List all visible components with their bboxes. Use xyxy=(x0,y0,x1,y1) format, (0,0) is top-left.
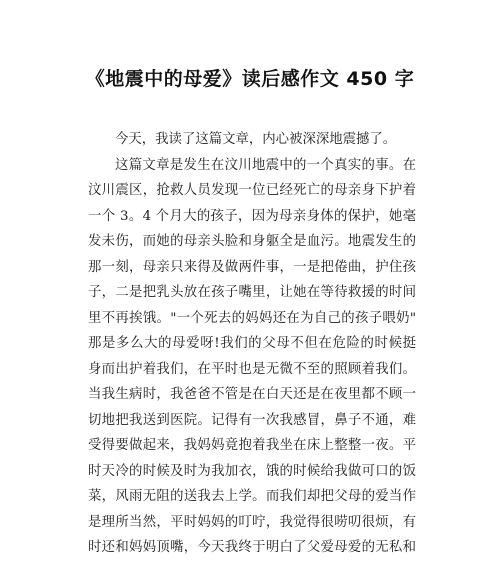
paragraph-line: 切地把我送到医院。记得有一次我感冒，鼻子不通，难 xyxy=(88,412,416,428)
paragraph-line: 里不再挨饿。"一个死去的妈妈还在为自己的孩子喂奶" xyxy=(88,310,416,326)
paragraph-line: 时还和妈妈顶嘴，今天我终于明白了父爱母爱的无私和 xyxy=(88,540,416,555)
document-title: 《地震中的母爱》读后感作文 450 字 xyxy=(85,68,415,90)
paragraph-line: 当我生病时，我爸爸不管是在白天还是在夜里都不顾一 xyxy=(88,387,416,402)
paragraph-line: 那一刻，母亲只来得及做两件事，一是把倦曲，护住孩 xyxy=(88,259,416,275)
paragraph-line: 今天，我读了这篇文章，内心被深深地震撼了。 xyxy=(115,132,397,147)
paragraph-line: 身而出护着我们，在平时也是无微不至的照顾着我们。 xyxy=(88,361,416,377)
paragraph-line: 子，二是把乳头放在孩子嘴里，让她在等待救援的时间 xyxy=(88,285,416,300)
paragraph-line: 是理所当然，平时妈妈的叮咛，我觉得很唠叨很烦，有 xyxy=(88,514,416,530)
paragraph-line: 那是多么大的母爱呀!我们的父母不但在危险的时候挺 xyxy=(88,336,416,351)
paragraph-line: 一个 3。4 个月大的孩子，因为母亲身体的保护，她毫 xyxy=(88,208,416,224)
paragraph-line: 时天冷的时候及时为我加衣，饿的时候给我做可口的饭 xyxy=(88,463,416,479)
paragraph-line: 汶川震区，抢救人员发现一位已经死亡的母亲身下护着 xyxy=(88,183,416,198)
paragraph-line: 发未伤，而她的母亲头脸和身躯全是血污。地震发生的 xyxy=(88,234,416,249)
paragraph-line: 这篇文章是发生在汶川地震中的一个真实的事。在 xyxy=(115,157,416,173)
paragraph-line: 受得要做起来，我妈妈竟抱着我坐在床上整整一夜。平 xyxy=(88,438,416,453)
paragraph-line: 菜，风雨无阻的送我去上学。而我们却把父母的爱当作 xyxy=(88,489,416,504)
document-body xyxy=(88,127,416,561)
